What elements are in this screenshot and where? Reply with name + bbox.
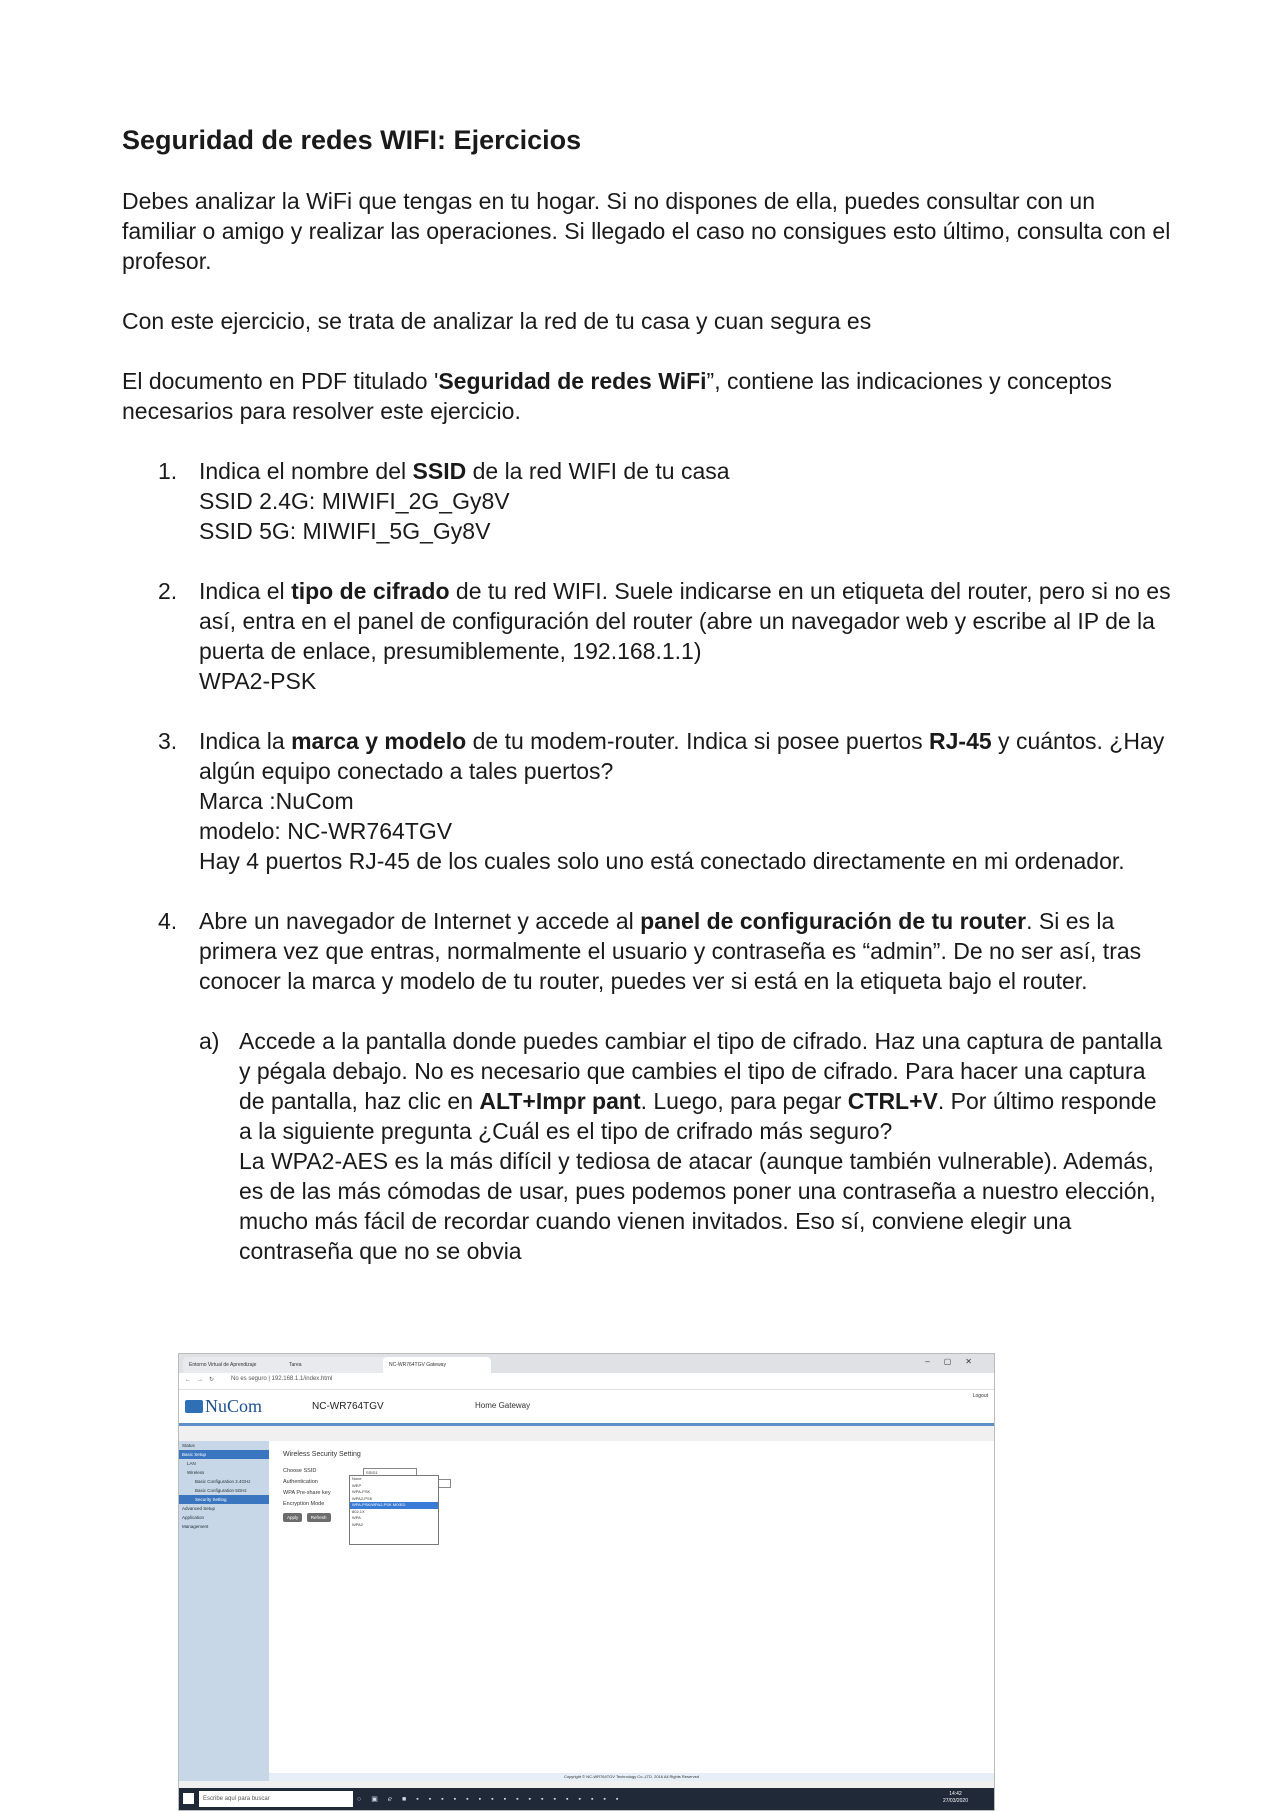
taskbar-search[interactable]: Escribe aquí para buscar	[199, 1791, 353, 1807]
router-sidebar	[179, 1441, 269, 1781]
item-text: Abre un navegador de Internet y accede al	[199, 908, 641, 934]
logo-icon	[185, 1400, 203, 1413]
url-field[interactable]: No es seguro | 192.168.1.1/index.html	[231, 1376, 333, 1382]
dropdown-option[interactable]: None	[352, 1476, 362, 1481]
field-label: WPA Pre-share key	[283, 1490, 331, 1496]
dropdown-option[interactable]: WEP	[352, 1482, 362, 1488]
intro-paragraph: Debes analizar la WiFi que tengas en tu hogar. Si no dispones de ella, puedes consultar con un familiar o amigo y realizar las operaciones. Si llegado el caso no consigues esto último, consulta con el profesor.	[122, 188, 1171, 274]
panel-title: Wireless Security Setting	[283, 1451, 361, 1458]
start-icon[interactable]	[183, 1793, 194, 1804]
form-buttons	[283, 1513, 334, 1522]
gateway-label: Home Gateway	[475, 1401, 531, 1410]
windows-taskbar	[179, 1788, 994, 1810]
router-model: NC-WR764TGV	[312, 1401, 384, 1412]
ssid-select[interactable]: SSID1	[363, 1468, 417, 1477]
item-text: de la red WIFI de tu casa	[466, 458, 730, 484]
item-number: 4.	[158, 908, 178, 934]
sidebar-item-basic-setup[interactable]: Basic Setup	[179, 1450, 269, 1459]
answer-line: La WPA2-AES es la más difícil y tediosa de atacar (aunque también vulnerable). Además, es de las más cómodas de usar, pues podemos poner una contraseña a nuestro elección, mucho más fácil de recordar cuando vienen invitados. Eso sí, conviene elegir una contraseña que no se obvia	[239, 1148, 1156, 1264]
nav-arrows-icon[interactable]: ←→↻	[185, 1377, 221, 1383]
browser-tab-bar	[179, 1354, 994, 1373]
refresh-button[interactable]: Refresh	[307, 1513, 331, 1522]
sidebar-item-application[interactable]: Application	[182, 1515, 205, 1520]
browser-tab[interactable]: Entorno Virtual de Aprendizaje	[183, 1357, 291, 1373]
dropdown-option[interactable]: WPA	[352, 1515, 361, 1520]
sidebar-item-basic-5[interactable]: Basic Configuration 5GHz	[195, 1488, 247, 1493]
taskbar-apps-icon[interactable]: ○▣ℯ■▪▪▪▪▪▪▪▪▪▪▪▪▪▪▪▪▪	[357, 1796, 629, 1803]
item-text: de tu red WIFI. Suele indicarse en un etiqueta del router, pero si no es así, entra en el panel de configuración del router (abre un navegador web y escribe al IP de la puerta de enlace, presumiblemente, 192.168.1.1)	[199, 578, 1171, 664]
router-footer: Copyright © NC-WR764TGV Technology Co.,LTD. 2016 All Rights Reserved	[269, 1773, 994, 1781]
answer-line: SSID 5G: MIWIFI_5G_Gy8V	[199, 518, 491, 544]
sidebar-item-security[interactable]: Security Setting	[179, 1495, 269, 1504]
reference-text-post: ”, contiene las indicaciones y conceptos necesarios para resolver este ejercicio.	[122, 368, 1112, 424]
exercise-item-2	[122, 576, 1172, 696]
router-main-panel	[269, 1441, 994, 1781]
taskbar-clock	[943, 1791, 968, 1805]
dropdown-option[interactable]: WPA2	[352, 1521, 364, 1527]
sub-item-text: . Por último responde a la siguiente pregunta ¿Cuál es el tipo de crifrado más seguro?	[239, 1088, 1157, 1144]
sidebar-item-management[interactable]: Management	[182, 1524, 209, 1529]
brand-logo	[185, 1396, 262, 1417]
dropdown-option[interactable]: 802.1X	[352, 1508, 365, 1514]
dropdown-option[interactable]: WPA-PSK	[352, 1489, 371, 1494]
clock-time: 14:42	[949, 1791, 962, 1797]
item-text: Indica el	[199, 578, 292, 604]
sidebar-item-advanced[interactable]: Advanced Setup	[182, 1506, 216, 1511]
browser-tab[interactable]: Tarea	[283, 1357, 391, 1373]
item-keyword: SSID	[412, 458, 467, 484]
sub-item-text: Accede a la pantalla donde puedes cambiar el tipo de cifrado. Haz una captura de pantalla y pégala debajo. No es necesario que cambies el tipo de cifrado. Para hacer una captura de pantalla, haz clic en	[239, 1028, 1163, 1114]
purpose-paragraph: Con este ejercicio, se trata de analizar la red de tu casa y cuan segura es	[122, 308, 872, 334]
sidebar-item-lan[interactable]: LAN	[187, 1461, 196, 1466]
router-header	[179, 1390, 994, 1426]
page-title: Seguridad de redes WIFI: Ejercicios	[122, 125, 582, 155]
reference-doc-title: Seguridad de redes WiFi	[438, 368, 707, 394]
reference-text-pre: El documento en PDF titulado '	[122, 368, 439, 394]
exercise-item-1	[122, 456, 1172, 546]
clock-date: 27/03/2020	[942, 1798, 968, 1804]
answer-line: SSID 2.4G: MIWIFI_2G_Gy8V	[199, 488, 510, 514]
address-bar	[179, 1373, 994, 1390]
answer-line: Marca :NuCom	[199, 788, 354, 814]
authentication-options	[349, 1475, 439, 1545]
item-number: 3.	[158, 728, 178, 754]
sub-item-a	[199, 1026, 1172, 1266]
dropdown-option[interactable]: WPA2-PSK	[352, 1495, 373, 1501]
shortcut-keyword: CTRL+V	[847, 1088, 938, 1114]
shortcut-keyword: ALT+Impr pant	[479, 1088, 641, 1114]
field-label: Authentication	[283, 1479, 318, 1485]
sidebar-item-basic-24[interactable]: Basic Configuration 2.4GHz	[195, 1479, 251, 1484]
item-keyword: tipo de cifrado	[291, 578, 450, 604]
field-label: Encryption Mode	[283, 1501, 325, 1507]
item-keyword: RJ-45	[929, 728, 992, 754]
browser-tab-active[interactable]: NC-WR764TGV Gateway	[383, 1357, 491, 1373]
answer-line: modelo: NC-WR764TGV	[199, 818, 453, 844]
item-keyword: panel de configuración de tu router	[640, 908, 1027, 934]
exercise-list	[122, 456, 1172, 1266]
reference-paragraph	[122, 366, 1172, 426]
item-number: 1.	[158, 458, 178, 484]
item-text: y cuántos. ¿Hay algún equipo conectado a tales puertos?	[199, 728, 1165, 784]
item-text: Indica la	[199, 728, 292, 754]
router-screenshot	[178, 1353, 995, 1811]
sidebar-item-status[interactable]: Status	[182, 1443, 195, 1448]
field-label: Choose SSID	[283, 1468, 317, 1474]
document-page	[122, 118, 1172, 1296]
item-text: Indica el nombre del	[199, 458, 413, 484]
logout-link[interactable]: Logout	[972, 1393, 988, 1399]
window-controls-icon[interactable]: –▢✕	[925, 1357, 986, 1366]
answer-line: Hay 4 puertos RJ-45 de los cuales solo uno está conectado directamente en mi ordenador.	[199, 848, 1125, 874]
brand-name: NuCom	[205, 1396, 263, 1416]
item-text: de tu modem-router. Indica si posee puertos	[466, 728, 930, 754]
exercise-item-3	[122, 726, 1172, 876]
exercise-item-4	[122, 906, 1172, 1266]
sidebar-item-wireless[interactable]: Wireless	[187, 1470, 205, 1475]
item-number: 2.	[158, 578, 178, 604]
item-text: . Si es la primera vez que entras, normalmente el usuario y contraseña es “admin”. De no ser así, tras conocer la marca y modelo de tu router, puedes ver si está en la etiqueta bajo el router.	[199, 908, 1142, 994]
apply-button[interactable]: Apply	[283, 1513, 302, 1522]
answer-line: WPA2-PSK	[199, 668, 317, 694]
sub-item-text: . Luego, para pegar	[640, 1088, 848, 1114]
sub-item-letter: a)	[199, 1028, 220, 1054]
item-keyword: marca y modelo	[291, 728, 467, 754]
dropdown-option-highlighted[interactable]: WPA-PSK/WPA2-PSK MIXED	[350, 1502, 438, 1509]
